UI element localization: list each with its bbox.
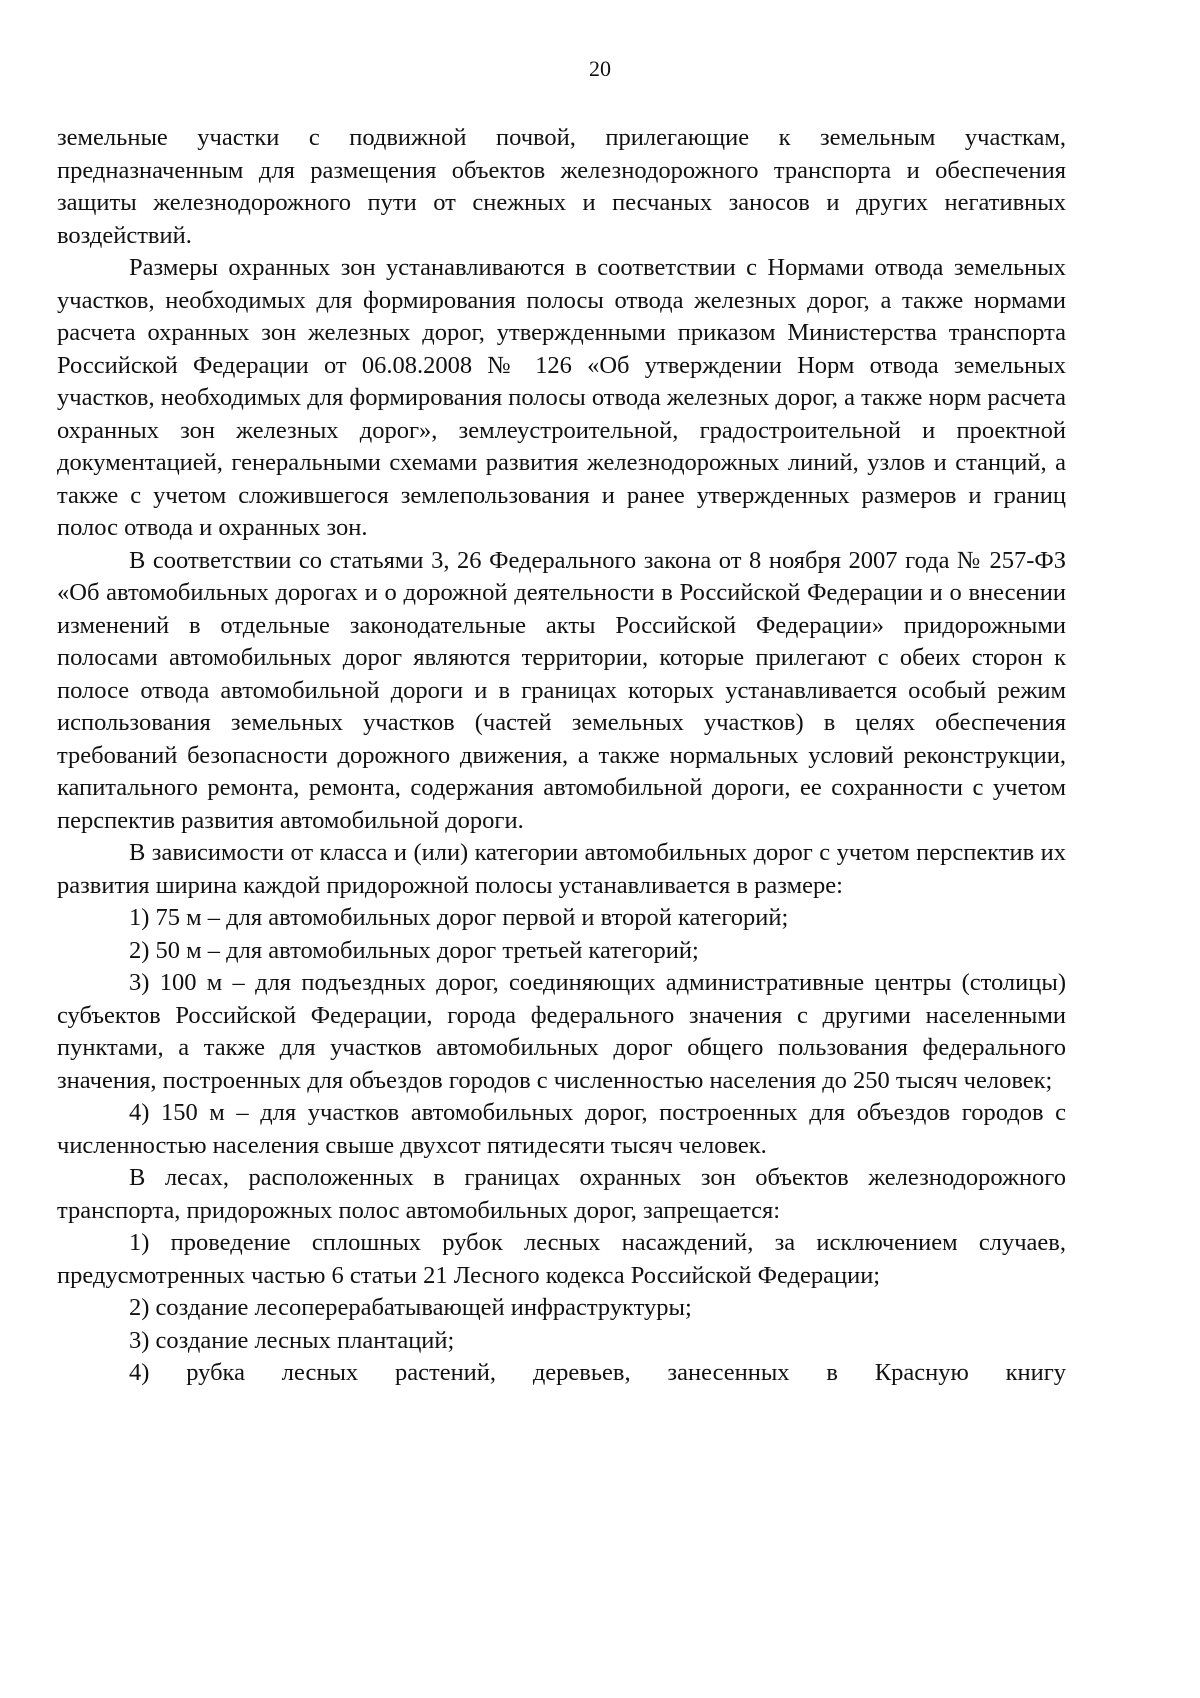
list-item-prohibition-2: 2) создание лесоперерабатывающей инфраструктуры;	[129, 1294, 692, 1321]
list-item-width-2: 2) 50 м – для автомобильных дорог третьей категорий;	[129, 936, 699, 964]
list-item-width-4: 4) 150 м – для участков автомобильных дорог, построенных для объездов городов с численностью населения свыше двухсот пятидесяти тысяч человек.	[57, 1099, 1066, 1159]
page-number: 20	[589, 56, 611, 81]
paragraph-roadside-strip-width: В зависимости от класса и (или) категории автомобильных дорог с учетом перспектив их развития ширина каждой придорожной полосы устанавливается в размере:	[57, 839, 1066, 899]
paragraph-protection-zones-size: Размеры охранных зон устанавливаются в соответствии с Нормами отвода земельных участков, необходимых для формирования полосы отвода железных дорог, а также нормами расчета охранных зон железных дорог, утвержденными приказом Министерства транспорта Российской Федерации от 06.08.2008 № 126 «Об утверждении Норм отвода земельных участков, необходимых для формирования полосы отвода железных дорог, а также норм расчета охранных зон железных дорог», землеустроительной, градостроительной и проектной документацией, генеральными схемами развития железнодорожных линий, узлов и станций, а также с учетом сложившегося землепользования и ранее утвержденных размеров и границ полос отвода и охранных зон.	[57, 254, 1066, 541]
list-item-prohibition-1: 1) проведение сплошных рубок лесных насаждений, за исключением случаев, предусмотренных частью 6 статьи 21 Лесного кодекса Российской Федерации;	[57, 1229, 1066, 1289]
list-item-prohibition-4: 4) рубка лесных растений, деревьев, занесенных в Красную книгу	[129, 1359, 1066, 1386]
paragraph-forest-prohibitions: В лесах, расположенных в границах охранных зон объектов железнодорожного транспорта, придорожных полос автомобильных дорог, запрещается:	[57, 1164, 1066, 1224]
list-item-width-3: 3) 100 м – для подъездных дорог, соединяющих административные центры (столицы) субъектов Российской Федерации, города федерального значения с другими населенными пунктами, а также для участков автомобильных дорог общего пользования федерального значения, построенных для объездов городов с численностью населения до 250 тысяч человек;	[57, 969, 1066, 1094]
list-item-prohibition-3: 3) создание лесных плантаций;	[129, 1326, 455, 1354]
paragraph-roadside-strips-definition: В соответствии со статьями 3, 26 Федерального закона от 8 ноября 2007 года № 257-ФЗ «Об автомобильных дорогах и о дорожной деятельности в Российской Федерации и о внесении изменений в отдельные законодательные акты Российской Федерации» придорожными полосами автомобильных дорог являются территории, которые прилегают с обеих сторон к полосе отвода автомобильной дороги и в границах которых устанавливается особый режим использования земельных участков (частей земельных участков) в целях обеспечения требований безопасности дорожного движения, а также нормальных условий реконструкции, капитального ремонта, ремонта, содержания автомобильной дороги, ее сохранности с учетом перспектив развития автомобильной дороги.	[57, 546, 1066, 834]
list-item-width-1: 1) 75 м – для автомобильных дорог первой и второй категорий;	[129, 904, 789, 931]
document-body	[57, 122, 1066, 1390]
paragraph-continuation: земельные участки с подвижной почвой, прилегающие к земельным участкам, предназначенным для размещения объектов железнодорожного транспорта и обеспечения защиты железнодорожного пути от снежных и песчаных заносов и других негативных воздействий.	[57, 124, 1066, 249]
